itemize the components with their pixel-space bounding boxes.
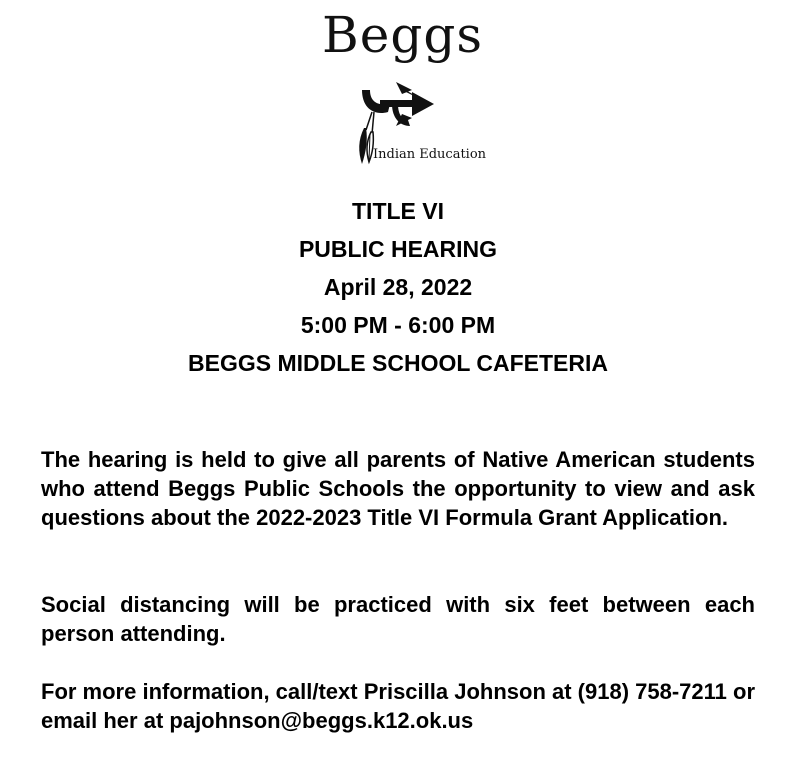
event-time: 5:00 PM - 6:00 PM xyxy=(300,312,496,338)
contact-email: pajohnson@beggs.k12.ok.us xyxy=(169,708,474,733)
logo-subtitle: Indian Education xyxy=(373,147,487,162)
hearing-purpose-paragraph: The hearing is held to give all parents of Native American students who attend Beggs Public Schools the opportunity to view and ask questions about the 2022-2023 Title VI Formula Grant Application. xyxy=(41,447,755,530)
beggs-indian-education-logo xyxy=(300,6,500,170)
heading-title: TITLE VI xyxy=(352,198,444,224)
event-date: April 28, 2022 xyxy=(323,274,473,300)
contact-text: For more information, call/text Priscilla Johnson at (918) 758-7211 or email her at xyxy=(41,679,756,733)
heading-subtitle: PUBLIC HEARING xyxy=(298,236,498,262)
event-location: BEGGS MIDDLE SCHOOL CAFETERIA xyxy=(188,350,608,376)
social-distancing-paragraph: Social distancing will be practiced with six feet between each person attending. xyxy=(41,592,755,646)
logo-wordmark: Beggs xyxy=(322,6,484,64)
contact-paragraph xyxy=(41,677,755,735)
event-heading xyxy=(0,192,796,382)
